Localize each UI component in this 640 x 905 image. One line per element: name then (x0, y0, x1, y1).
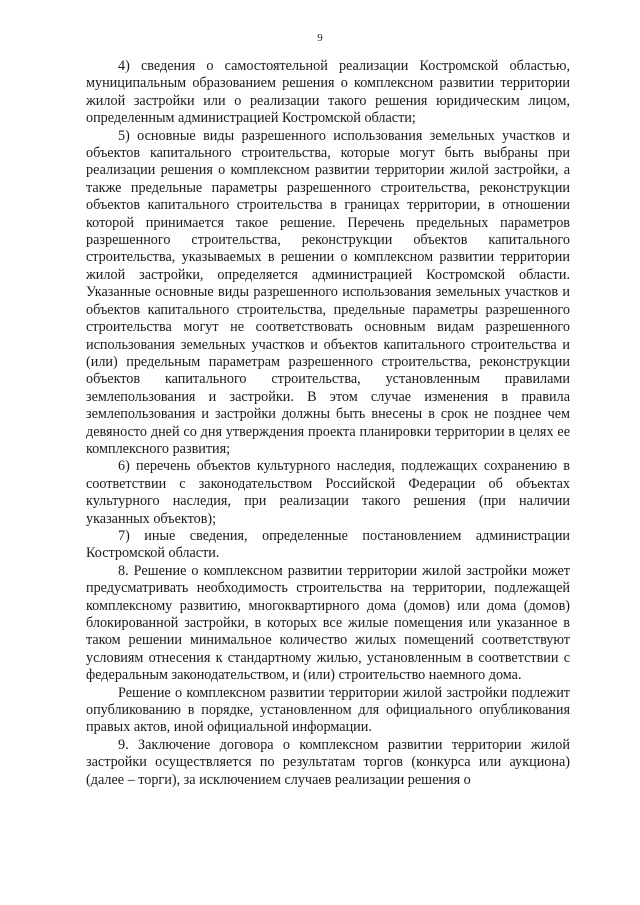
paragraph-item-6: 6) перечень объектов культурного наследия, подлежащих сохранению в соответствии с законодательством Российской Федерации об объектах культурного наследия, при реализации такого решения (при наличии указанных объектов); (86, 458, 570, 527)
paragraph-clause-9: 9. Заключение договора о комплексном развитии территории жилой застройки осуществляется по результатам торгов (конкурса или аукциона) (далее – торги), за исключением случаев реализации решения о (86, 736, 570, 788)
paragraph-clause-8: 8. Решение о комплексном развитии территории жилой застройки может предусматривать необходимость строительства на территории, подлежащей комплексному развитию, многоквартирного дома (домов) или дома (домов) блокированной застройки, в которых все жилые помещения или указанное в таком решении минимальное количество жилых помещений соответствуют условиям отнесения к стандартному жилью, установленным в соответствии с федеральным законодательством, и (или) строительство наемного дома. (86, 562, 570, 684)
paragraph-item-5: 5) основные виды разрешенного использования земельных участков и объектов капитального строительства, которые могут быть выбраны при реализации решения о комплексном развитии территории жилой застройки, а также предельные параметры разрешенного строительства, реконструкции объектов капитального строительства в границах территории, в отношении которой принимается такое решение. Перечень предельных параметров разрешенного строительства, реконструкции объектов капитального строительства, указываемых в решении о комплексном развитии территории жилой застройки, определяется администрацией Костромской области. Указанные основные виды разрешенного использования земельных участков и объектов капитального строительства, предельные параметры разрешенного строительства могут не соответствовать основным видам разрешенного использования земельных участков и объектов капитального строительства и (или) предельным параметрам разрешенного строительства, реконструкции объектов капитального строительства, установленным правилами землепользования и застройки. В этом случае изменения в правила землепользования и застройки должны быть внесены в срок не позднее чем девяносто дней со дня утверждения проекта планировки территории в целях ее комплексного развития; (86, 127, 570, 457)
page-number: 9 (317, 32, 323, 44)
paragraph-item-7: 7) иные сведения, определенные постановлением администрации Костромской области. (86, 527, 570, 562)
paragraph-publication: Решение о комплексном развитии территории жилой застройки подлежит опубликованию в порядке, установленном для официального опубликования правых актов, иной официальной информации. (86, 684, 570, 736)
paragraph-item-4: 4) сведения о самостоятельной реализации Костромской областью, муниципальным образованием решения о комплексном развитии территории жилой застройки или о реализации такого решения юридическим лицом, определенным администрацией Костромской области; (86, 58, 570, 127)
document-body (86, 58, 570, 789)
